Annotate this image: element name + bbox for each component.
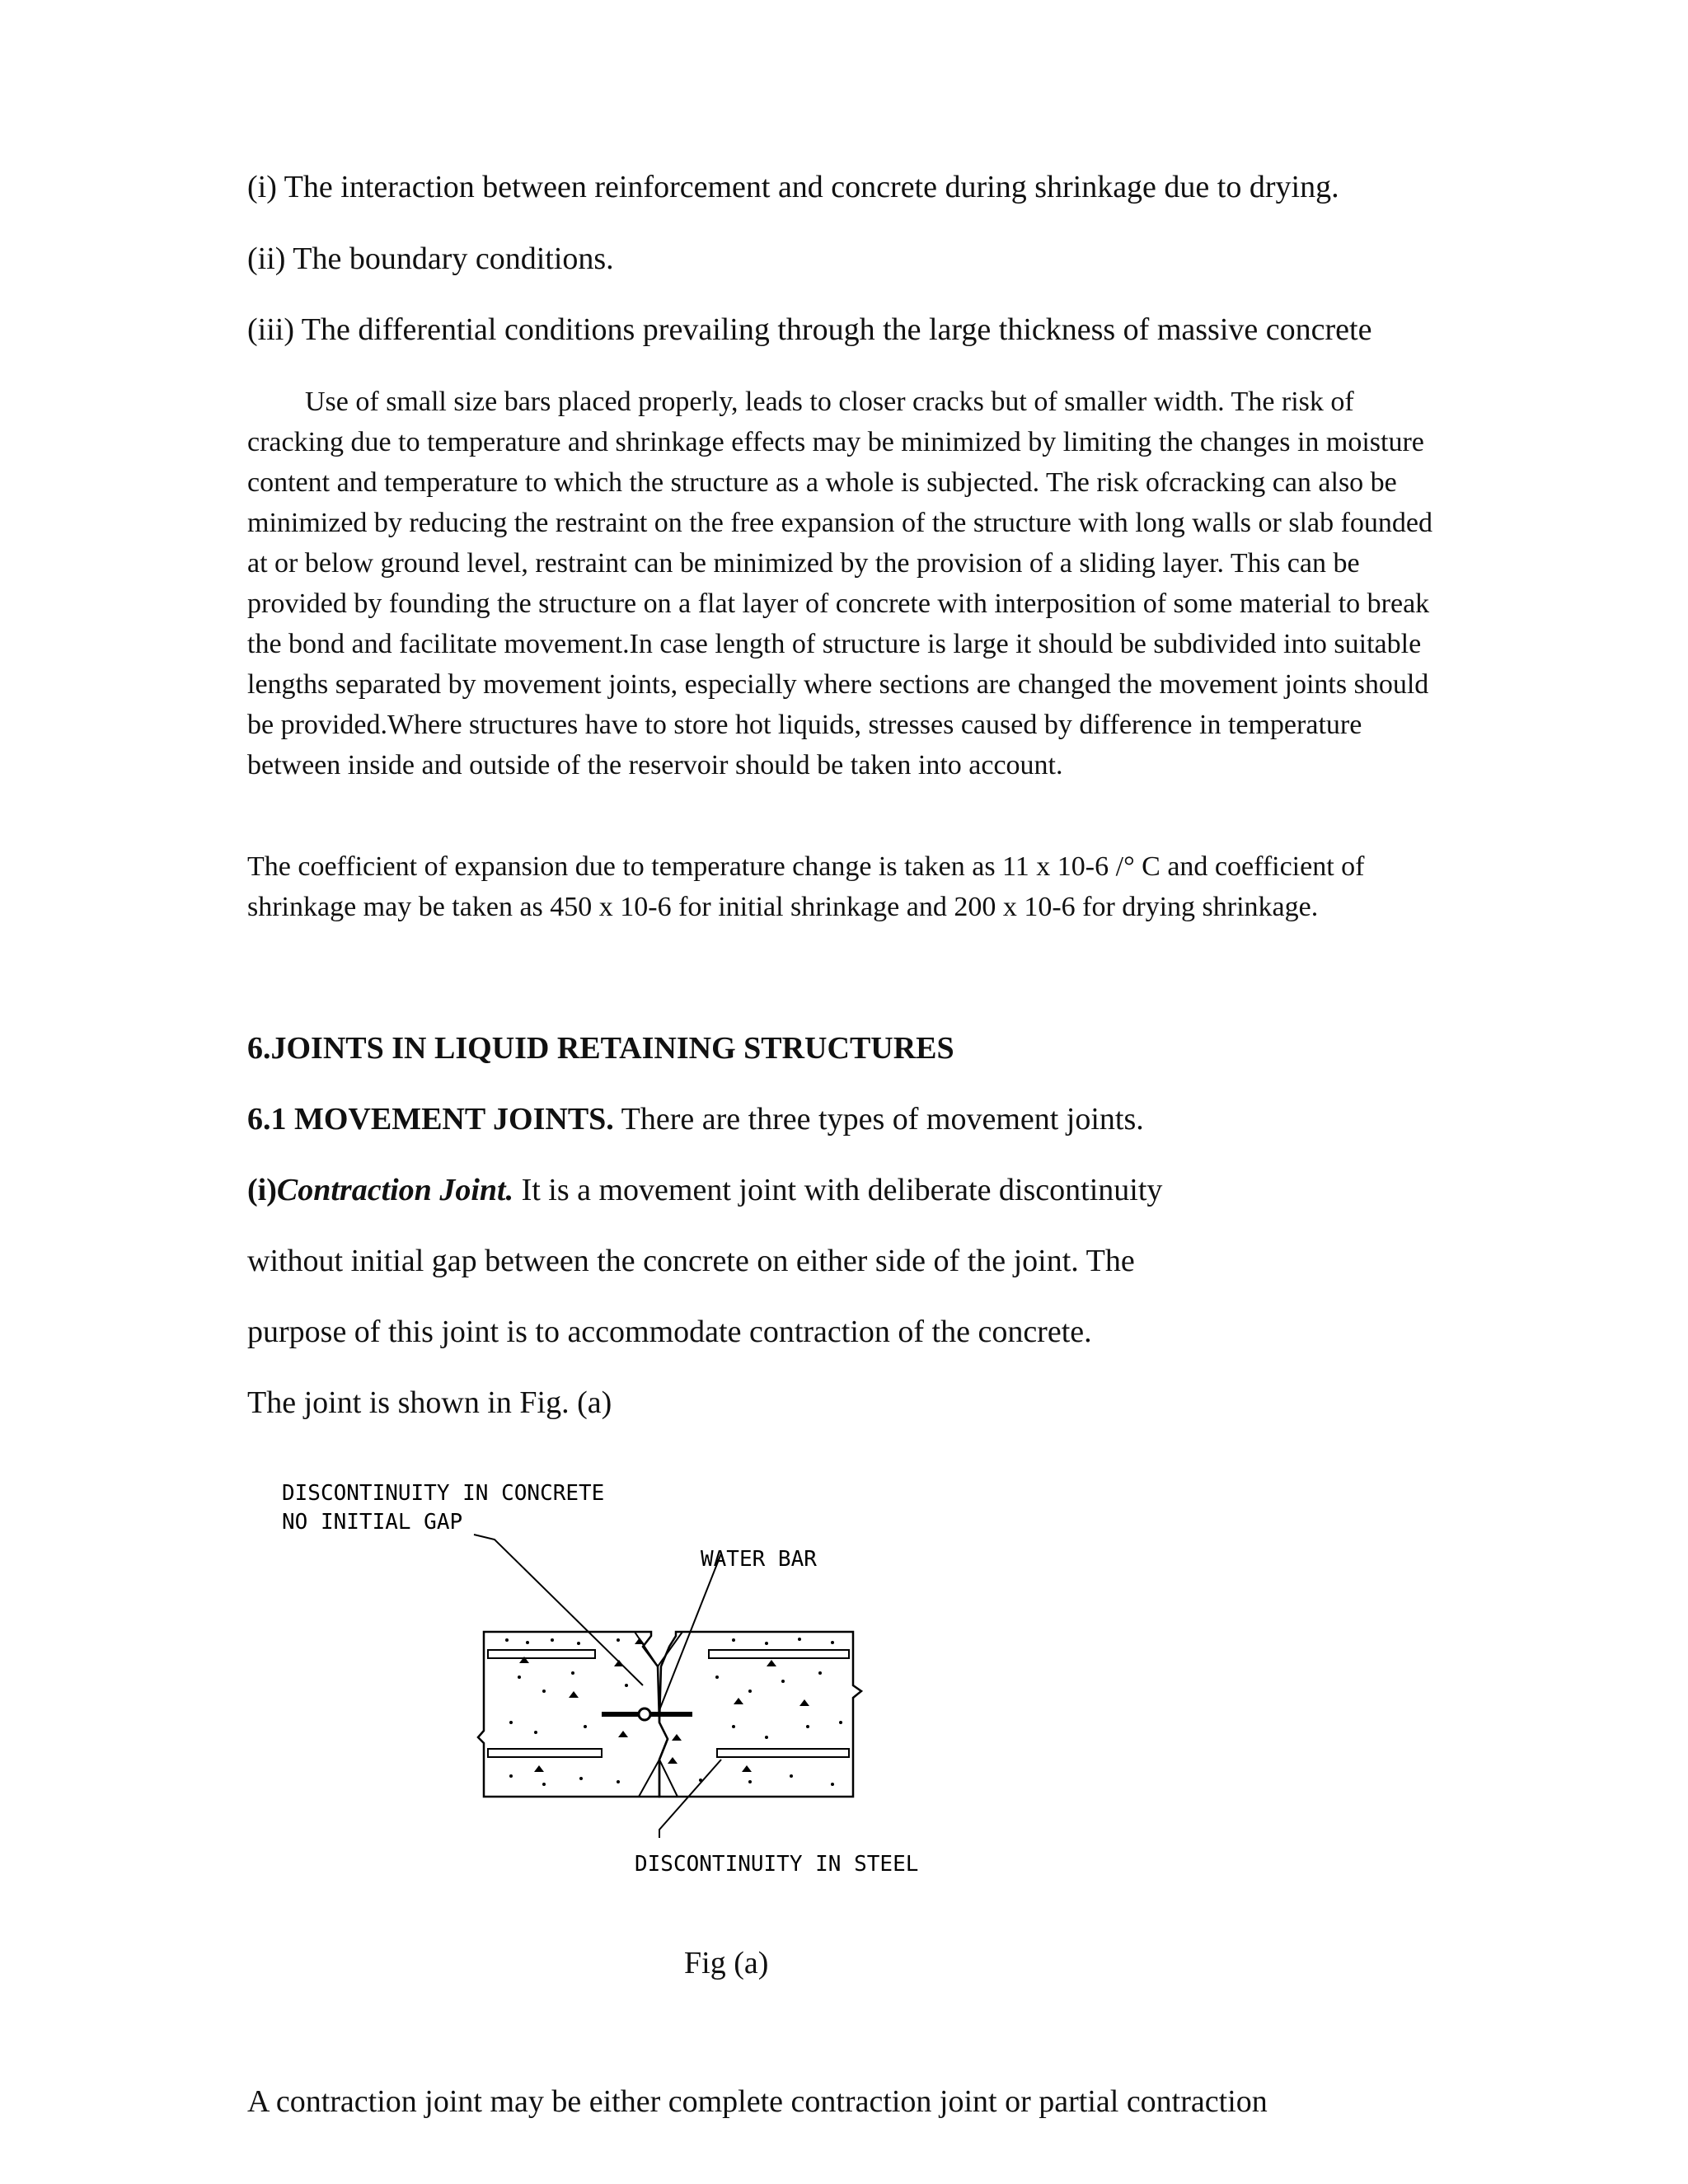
figure-caption: Fig (a) bbox=[684, 1946, 769, 1980]
footer-paragraph-line: A contraction joint may be either complete contraction joint or partial contraction bbox=[247, 2084, 1268, 2119]
steel-bar-bottom-left bbox=[488, 1749, 602, 1757]
contraction-prefix: (i) bbox=[247, 1173, 277, 1207]
bottom-notch bbox=[639, 1760, 678, 1797]
label-discontinuity-steel: DISCONTINUITY IN STEEL bbox=[635, 1852, 919, 1877]
contraction-line-3: purpose of this joint is to accommodate contraction of the concrete. bbox=[247, 1315, 1092, 1349]
contraction-joint-diagram bbox=[272, 1475, 948, 1887]
leader-steel bbox=[659, 1760, 721, 1838]
list-item-2: (ii) The boundary conditions. bbox=[247, 241, 614, 276]
contraction-title: Contraction Joint. bbox=[276, 1173, 514, 1207]
label-discontinuity-concrete: DISCONTINUITY IN CONCRETE bbox=[282, 1481, 605, 1506]
paragraph-coefficients: The coefficient of expansion due to temperature change is taken as 11 x 10-6 /° C and coefficient of shrinkage may be taken as 450 x 10-6 for initial shrinkage and 200 x 10-6 for drying shrinkage. bbox=[247, 851, 1365, 922]
contraction-line-1 bbox=[247, 1172, 1162, 1208]
section-heading-text: 6.JOINTS IN LIQUID RETAINING STRUCTURES bbox=[247, 1031, 954, 1066]
contraction-line-2: without initial gap between the concrete on either side of the joint. The bbox=[247, 1244, 1135, 1278]
contraction-line1-rest: It is a movement joint with deliberate discontinuity bbox=[513, 1173, 1163, 1207]
steel-bar-top-right bbox=[709, 1650, 849, 1658]
sub-heading bbox=[247, 1101, 1144, 1137]
contraction-line-4: The joint is shown in Fig. (a) bbox=[247, 1385, 612, 1420]
section-heading bbox=[247, 1030, 954, 1066]
label-no-initial-gap: NO INITIAL GAP bbox=[282, 1510, 463, 1535]
paragraph-cracking: Use of small size bars placed properly, leads to closer cracks but of smaller width. The risk of cracking due to temperature and shrinkage effects may be minimized by limiting the changes in moisture content and temperature to which the structure as a whole is subjected. The risk ofcracking can also be minimized by reducing the restraint on the free expansion of the structure with long walls or slab founded at or below ground level, restraint can be minimized by the provision of a sliding layer. This can be provided by founding the structure on a flat layer of concrete with interposition of some material to break the bond and facilitate movement.In case length of structure is large it should be subdivided into suitable lengths separated by movement joints, especially where sections are changed the movement joints should be provided.Where structures have to store hot liquids, stresses caused by difference in temperature between inside and outside of the reservoir should be taken into account. bbox=[247, 387, 1432, 780]
list-item-1: (i) The interaction between reinforcement and concrete during shrinkage due to drying. bbox=[247, 170, 1339, 204]
sub-heading-rest: There are three types of movement joints. bbox=[613, 1102, 1144, 1137]
sub-heading-bold: 6.1 MOVEMENT JOINTS. bbox=[247, 1102, 614, 1137]
label-water-bar: WATER BAR bbox=[701, 1547, 817, 1572]
list-item-3: (iii) The differential conditions prevailing through the large thickness of massive concrete bbox=[247, 312, 1372, 347]
steel-bar-top-left bbox=[488, 1650, 595, 1658]
water-bar-bulb bbox=[639, 1708, 650, 1720]
steel-bar-bottom-right bbox=[717, 1749, 849, 1757]
